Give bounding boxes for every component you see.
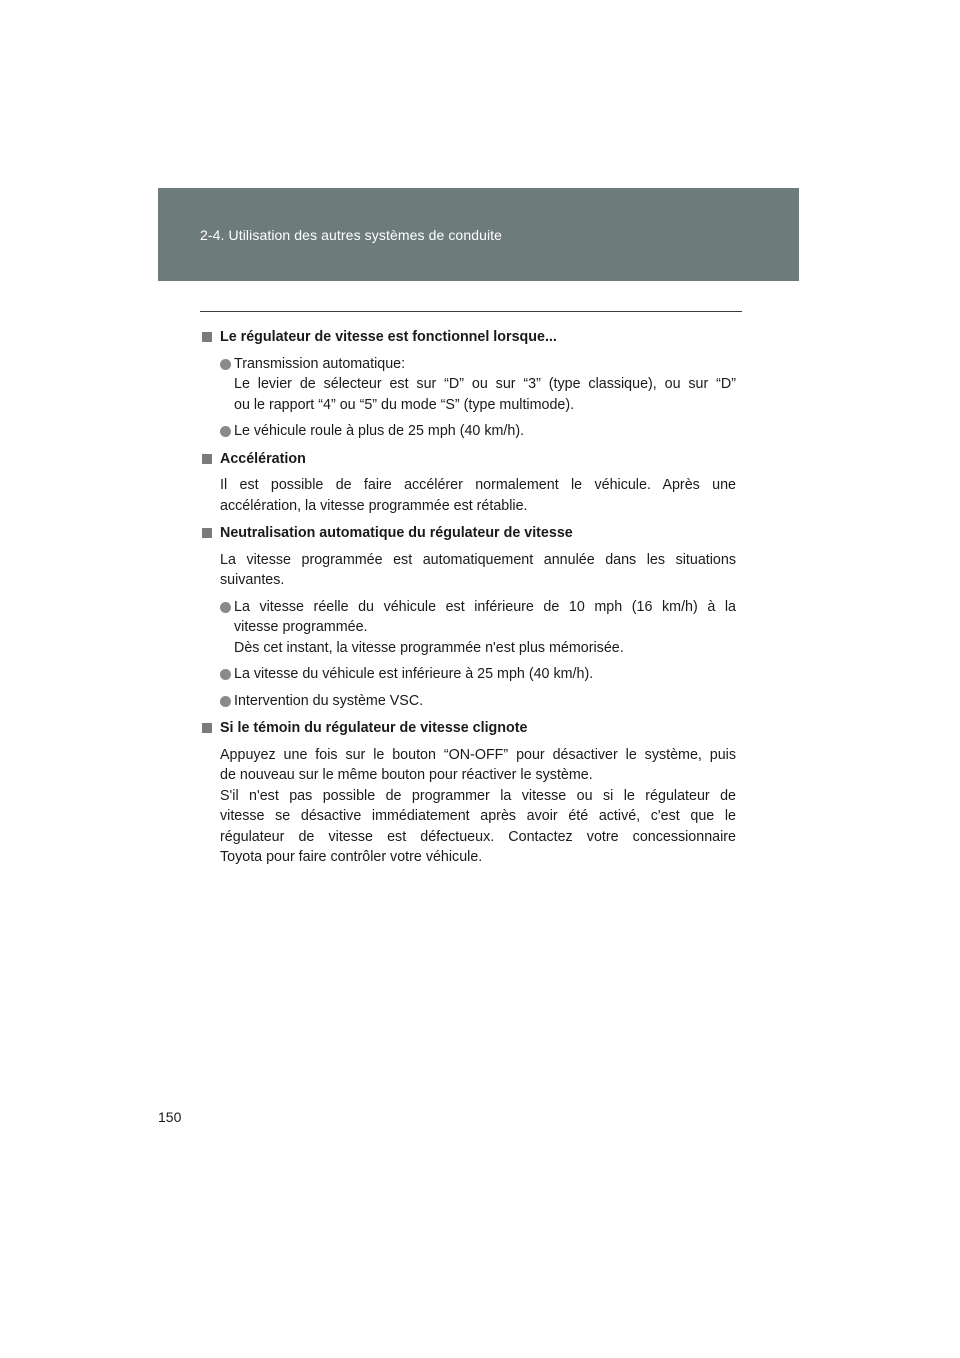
section-title: 2-4. Utilisation des autres systèmes de conduite [200,227,503,243]
page-content [202,327,736,868]
list-item: Le véhicule roule à plus de 25 mph (40 km/h). [202,421,736,442]
round-bullet-icon [220,696,231,707]
paragraph: Appuyez une fois sur le bouton “ON-OFF” pour désactiver le système, puis de nouveau sur le même bouton pour réactiver le système. S'il n'est pas possible de programmer la vitesse ou si le régulateur de vitesse se désactive immédiatement après avoir été activé, c'est que le régulateur de vitesse est défectueux. Contactez votre concessionnaire Toyota pour faire contrôler votre véhicule. [220,746,736,865]
section-heading-conditions: Le régulateur de vitesse est fonctionnel lorsque... [202,327,736,348]
list-item: La vitesse du véhicule est inférieure à 25 mph (40 km/h). [202,664,736,685]
page-number: 150 [158,1109,182,1125]
paragraph: Il est possible de faire accélérer normalement le véhicule. Après une accélération, la vitesse programmée est rétablie. [220,477,736,514]
section-heading-blinking-indicator: Si le témoin du régulateur de vitesse clignote [202,718,736,739]
round-bullet-icon [220,602,231,613]
square-bullet-icon [202,454,212,464]
section-header-band [158,188,799,281]
round-bullet-icon [220,359,231,370]
list-item: Transmission automatique: Le levier de sélecteur est sur “D” ou sur “3” (type classique), ou sur “D” ou le rapport “4” ou “5” du mode “S” (type multimode). [202,354,736,416]
header-divider [200,311,742,312]
section-heading-acceleration: Accélération [202,449,736,470]
list-item: La vitesse réelle du véhicule est inférieure de 10 mph (16 km/h) à la vitesse programmée. Dès cet instant, la vitesse programmée n'est plus mémorisée. [202,597,736,659]
section-heading-auto-cancel: Neutralisation automatique du régulateur de vitesse [202,523,736,544]
square-bullet-icon [202,723,212,733]
round-bullet-icon [220,669,231,680]
square-bullet-icon [202,528,212,538]
paragraph: La vitesse programmée est automatiquement annulée dans les situations suivantes. [220,551,736,588]
list-item: Intervention du système VSC. [202,691,736,712]
round-bullet-icon [220,426,231,437]
square-bullet-icon [202,332,212,342]
